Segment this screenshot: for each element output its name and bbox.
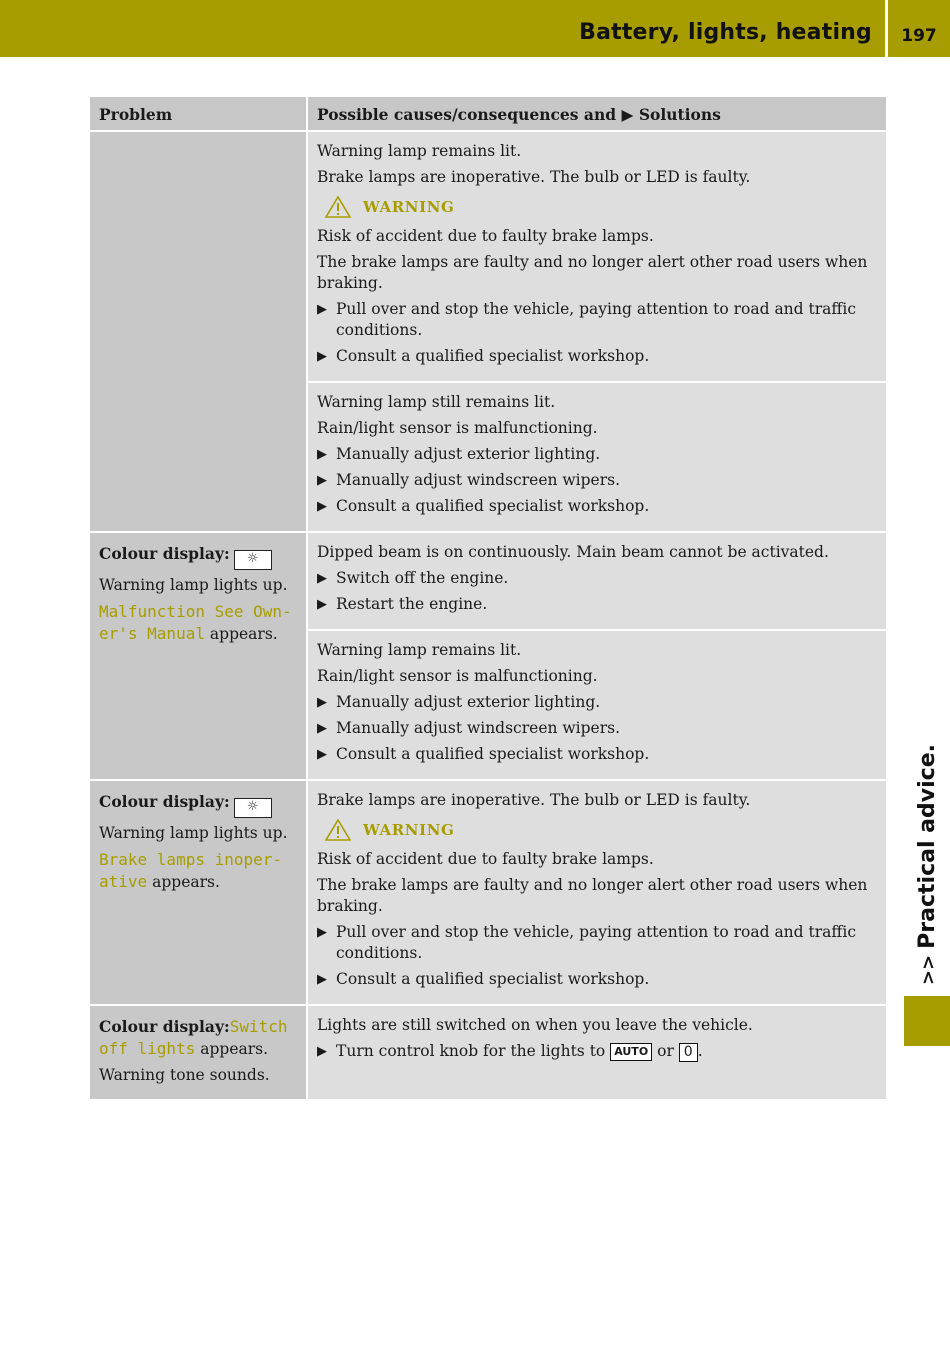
problem-text: appears.: [209, 625, 278, 643]
action-step: [317, 594, 877, 615]
warning-text: Risk of accident due to faulty brake lamps.: [317, 850, 654, 868]
step-text: Turn control knob for the lights to: [336, 1042, 606, 1060]
step-text: .: [697, 1042, 703, 1060]
warning-triangle-icon: [325, 196, 351, 218]
warning-heading: [325, 819, 877, 841]
warning-heading: [325, 196, 877, 218]
column-header-solutions: [307, 97, 886, 131]
action-step: [317, 470, 877, 491]
problem-cell: [90, 532, 307, 780]
side-tab-arrows: >>: [918, 954, 939, 985]
warning-text: Risk of accident due to faulty brake lamps.: [317, 227, 654, 245]
solution-cell: [307, 1005, 886, 1100]
action-step: [317, 969, 877, 990]
solution-cell: [307, 131, 886, 382]
step-arrow-icon: ▶: [317, 747, 327, 762]
action-step: [317, 718, 877, 739]
cause-text: Lights are still switched on when you leave the vehicle.: [317, 1016, 753, 1034]
step-arrow-icon: ▶: [317, 302, 327, 317]
step-text: Consult a qualified specialist workshop.: [336, 347, 650, 365]
action-step: [317, 496, 877, 517]
problem-text: appears.: [152, 873, 220, 891]
step-text: Consult a qualified specialist workshop.: [336, 497, 650, 515]
step-arrow-icon: ▶: [317, 473, 327, 488]
action-step: [317, 346, 877, 367]
step-text: or: [657, 1042, 674, 1060]
step-text: Manually adjust windscreen wipers.: [336, 719, 621, 737]
cause-text: Brake lamps are inoperative. The bulb or LED is faulty.: [317, 168, 751, 186]
table-header-row: [90, 97, 886, 131]
cause-text: Rain/light sensor is malfunctioning.: [317, 419, 598, 437]
warning-text: The brake lamps are faulty and no longer alert other road users when braking.: [317, 876, 868, 915]
step-arrow-icon: ▶: [317, 447, 327, 462]
cause-text: Warning lamp still remains lit.: [317, 393, 556, 411]
step-text: Consult a qualified specialist workshop.: [336, 970, 650, 988]
step-arrow-icon: ▶: [317, 349, 327, 364]
problem-text: appears.: [200, 1040, 269, 1058]
action-step: [317, 692, 877, 713]
step-text: Manually adjust exterior lighting.: [336, 693, 601, 711]
table-row: [90, 131, 886, 382]
play-arrow-icon: ▶: [621, 105, 634, 124]
table-row: [90, 532, 886, 630]
side-tab-marker: [904, 996, 950, 1046]
step-text: Manually adjust windscreen wipers.: [336, 471, 621, 489]
step-arrow-icon: ▶: [317, 499, 327, 514]
action-step: [317, 568, 877, 589]
action-step: [317, 922, 877, 964]
problem-display-line: [99, 791, 297, 818]
problem-message-line: [99, 849, 297, 893]
warning-label: WARNING: [363, 820, 455, 839]
step-text: Pull over and stop the vehicle, paying attention to road and traffic conditions.: [336, 923, 857, 962]
warning-triangle-icon: [325, 819, 351, 841]
column-header-solutions-text: Possible causes/consequences and: [317, 105, 617, 124]
solution-cell: [307, 382, 886, 532]
column-header-problem: Problem: [90, 97, 307, 131]
step-text: Consult a qualified specialist workshop.: [336, 745, 650, 763]
light-sensor-icon: ☼: [234, 550, 272, 570]
action-step: [317, 1041, 877, 1062]
side-tab-label: [916, 744, 941, 985]
section-title: Battery, lights, heating: [579, 20, 872, 45]
off-key-symbol: 0: [679, 1043, 698, 1062]
action-step: [317, 444, 877, 465]
step-text: Manually adjust exterior lighting.: [336, 445, 601, 463]
problem-message-line: [99, 601, 297, 645]
page-number: 197: [901, 26, 937, 46]
cause-text: Brake lamps are inoperative. The bulb or LED is faulty.: [317, 791, 751, 809]
troubleshooting-table: [90, 97, 886, 1101]
problem-cell-empty: [90, 131, 307, 532]
warning-label: WARNING: [363, 197, 455, 216]
action-step: [317, 299, 877, 341]
display-message: Malfunction See Own- er's Manual: [99, 602, 292, 643]
auto-key-symbol: AUTO: [610, 1043, 652, 1061]
solution-cell: [307, 630, 886, 780]
problem-text: Warning lamp lights up.: [99, 824, 288, 842]
cause-text: Rain/light sensor is malfunctioning.: [317, 667, 598, 685]
step-text: Pull over and stop the vehicle, paying attention to road and traffic conditions.: [336, 300, 857, 339]
page-header: [0, 0, 950, 57]
display-message: Switch off lights: [99, 1017, 288, 1058]
step-arrow-icon: ▶: [317, 1044, 327, 1059]
display-message: Brake lamps inoper- ative: [99, 850, 283, 891]
warning-text: The brake lamps are faulty and no longer alert other road users when braking.: [317, 253, 868, 292]
table-row: [90, 780, 886, 1005]
colour-display-label: Colour display:: [99, 544, 230, 563]
column-header-solutions-suffix: Solutions: [638, 105, 721, 124]
step-text: Restart the engine.: [336, 595, 488, 613]
side-tab-text: Practical advice.: [915, 744, 940, 949]
light-sensor-icon: ☼: [234, 798, 272, 818]
colour-display-label: Colour display:: [99, 1017, 230, 1036]
action-step: [317, 744, 877, 765]
solution-cell: [307, 780, 886, 1005]
solution-cell: [307, 532, 886, 630]
table-row: [90, 1005, 886, 1100]
problem-text: Warning tone sounds.: [99, 1066, 270, 1084]
cause-text: Warning lamp remains lit.: [317, 641, 522, 659]
problem-cell: [90, 780, 307, 1005]
problem-cell: [90, 1005, 307, 1100]
problem-display-line: [99, 543, 297, 570]
step-arrow-icon: ▶: [317, 721, 327, 736]
step-text: Switch off the engine.: [336, 569, 509, 587]
step-arrow-icon: ▶: [317, 972, 327, 987]
step-arrow-icon: ▶: [317, 597, 327, 612]
problem-text: Warning lamp lights up.: [99, 576, 288, 594]
step-arrow-icon: ▶: [317, 925, 327, 940]
step-arrow-icon: ▶: [317, 571, 327, 586]
problem-display-line: [99, 1016, 297, 1060]
cause-text: Warning lamp remains lit.: [317, 142, 522, 160]
cause-text: Dipped beam is on continuously. Main beam cannot be activated.: [317, 543, 829, 561]
colour-display-label: Colour display:: [99, 792, 230, 811]
step-arrow-icon: ▶: [317, 695, 327, 710]
